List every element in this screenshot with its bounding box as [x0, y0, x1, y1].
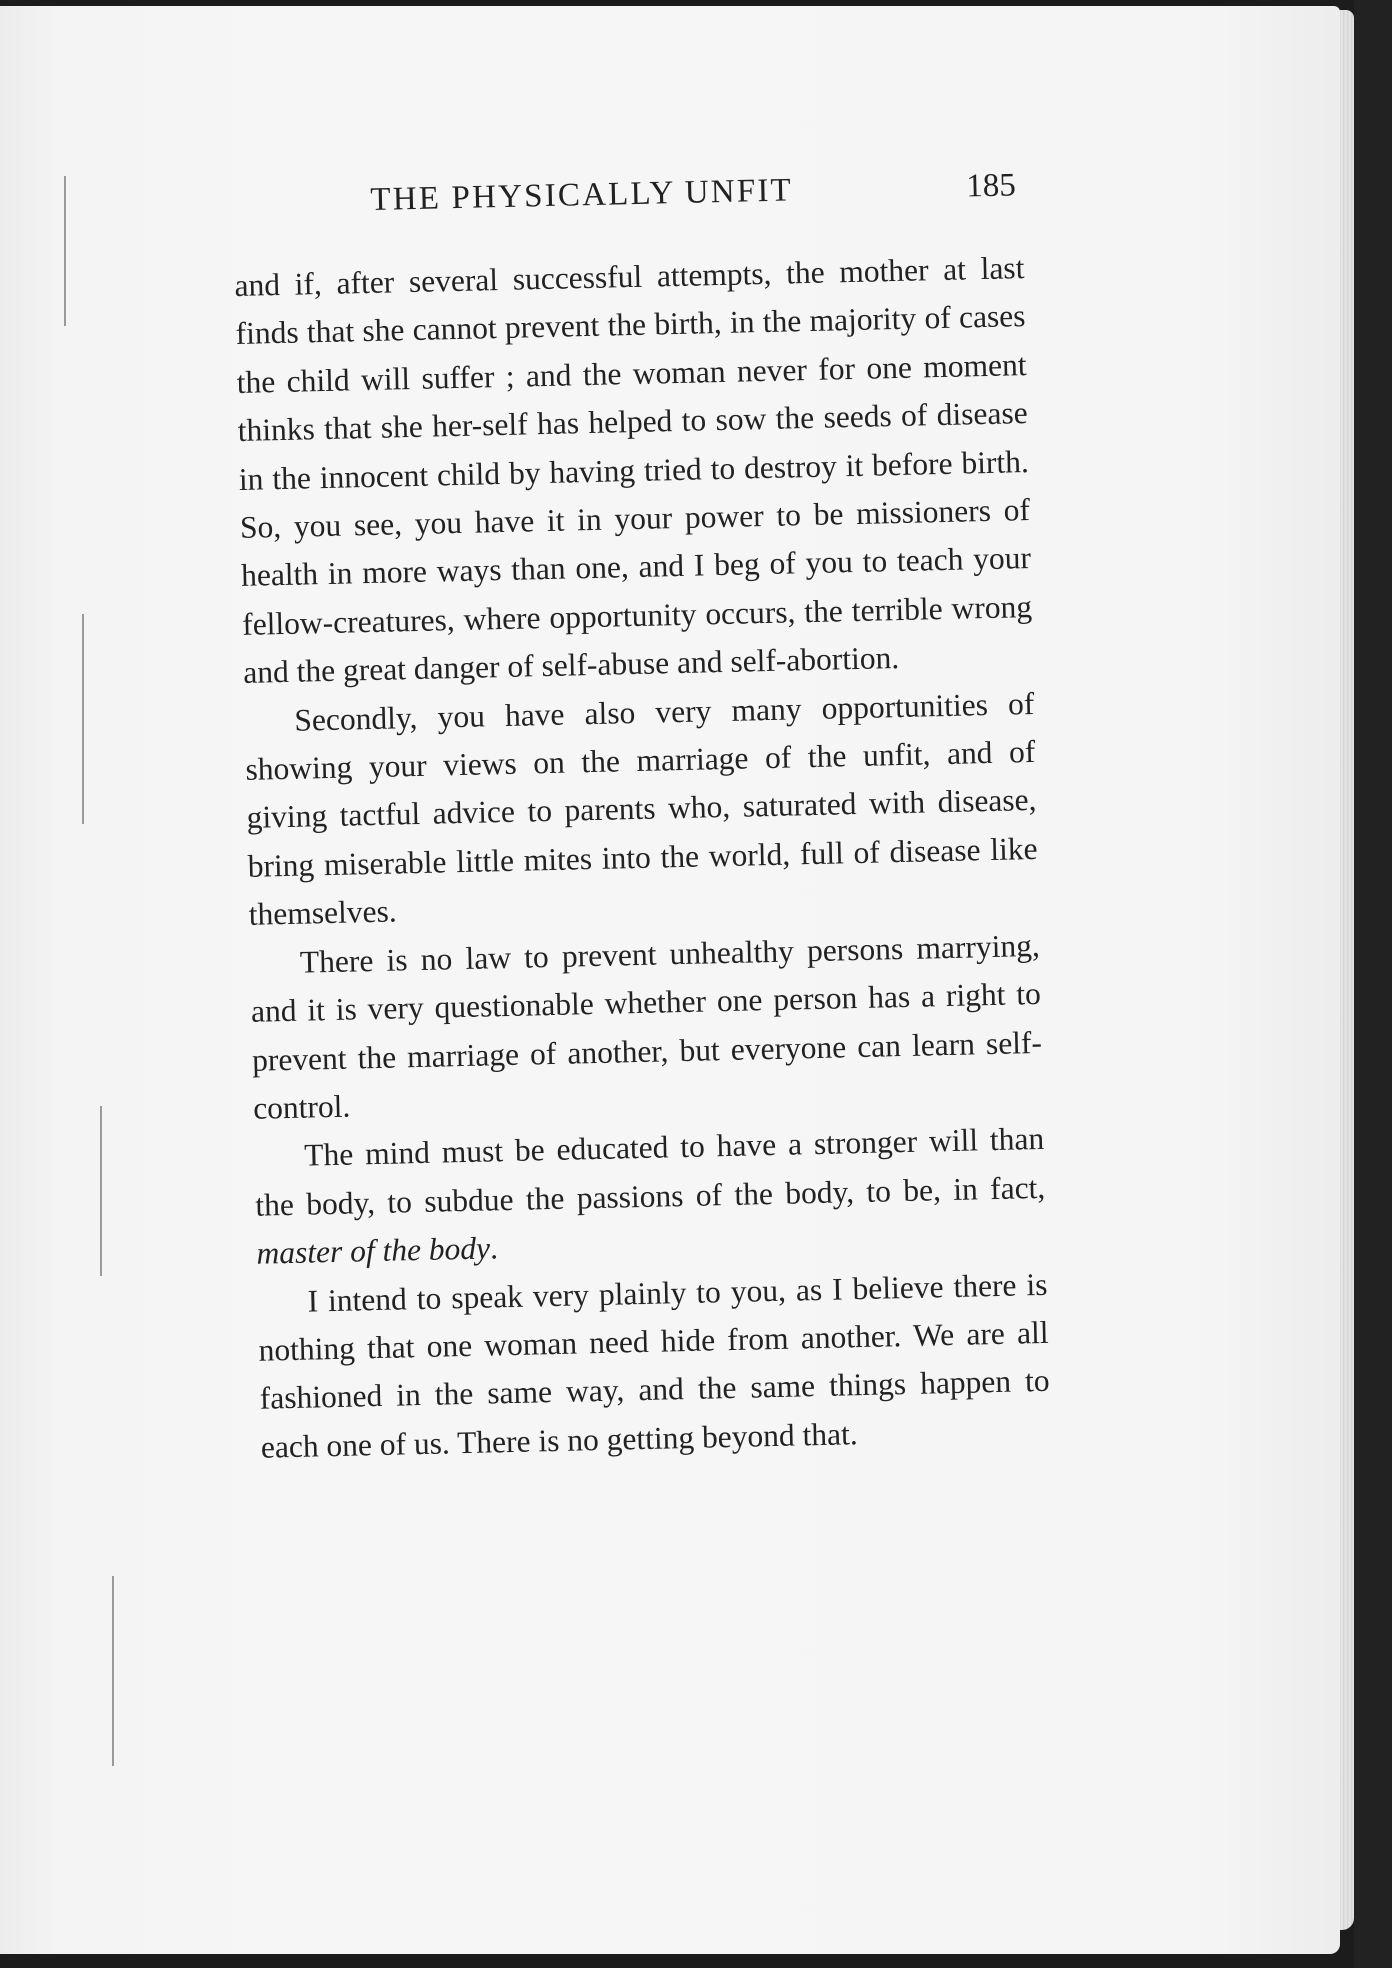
gutter-shadow-mark: [112, 1576, 114, 1766]
body-text: [234, 244, 1051, 1472]
emphasis-text: master of the body: [256, 1230, 491, 1271]
paragraph-4-end: .: [489, 1230, 499, 1266]
book-cover-edge: [1354, 0, 1392, 1968]
running-title: THE PHYSICALLY UNFIT: [370, 172, 794, 218]
page-number: 185: [965, 167, 1017, 205]
paragraph-1: and if, after several successful attempts, the mother at last finds that she cannot prevent the birth, in the majority of cases the child will suffer ; and the woman never for one moment thinks that she her-self has helped to sow the seeds of disease in the innocent child by having tried to destroy it before birth. So, you see, you have it in your power to be missioners of health in more ways than one, and I beg of you to teach your fellow-creatures, where opportunity occurs, the terrible wrong and the great danger of self-abuse and self-abortion.: [234, 250, 1033, 691]
gutter-shadow-mark: [64, 176, 66, 326]
paragraph-3: There is no law to prevent unhealthy persons marrying, and it is very questionable whether one person has a right to prevent the marriage of another, but everyone can learn self-control.: [250, 927, 1043, 1126]
gutter-shadow-mark: [82, 614, 84, 824]
paragraph-2: Secondly, you have also very many opportunities of showing your views on the marriage of the unfit, and of giving tactful advice to parents who, saturated with disease, bring miserable little mites into the world, full of disease like themselves.: [245, 685, 1038, 933]
paragraph-5: I intend to speak very plainly to you, as I believe there is nothing that one woman need hide from another. We are all fashioned in the same way, and the same things happen to each one of us. There is no getting beyond that.: [258, 1266, 1050, 1465]
paragraph-4-text: The mind must be educated to have a stronger will than the body, to subdue the passions of the body, to be, in fact,: [255, 1121, 1046, 1223]
gutter-shadow-mark: [100, 1106, 102, 1276]
paragraph-4: [254, 1115, 1047, 1278]
